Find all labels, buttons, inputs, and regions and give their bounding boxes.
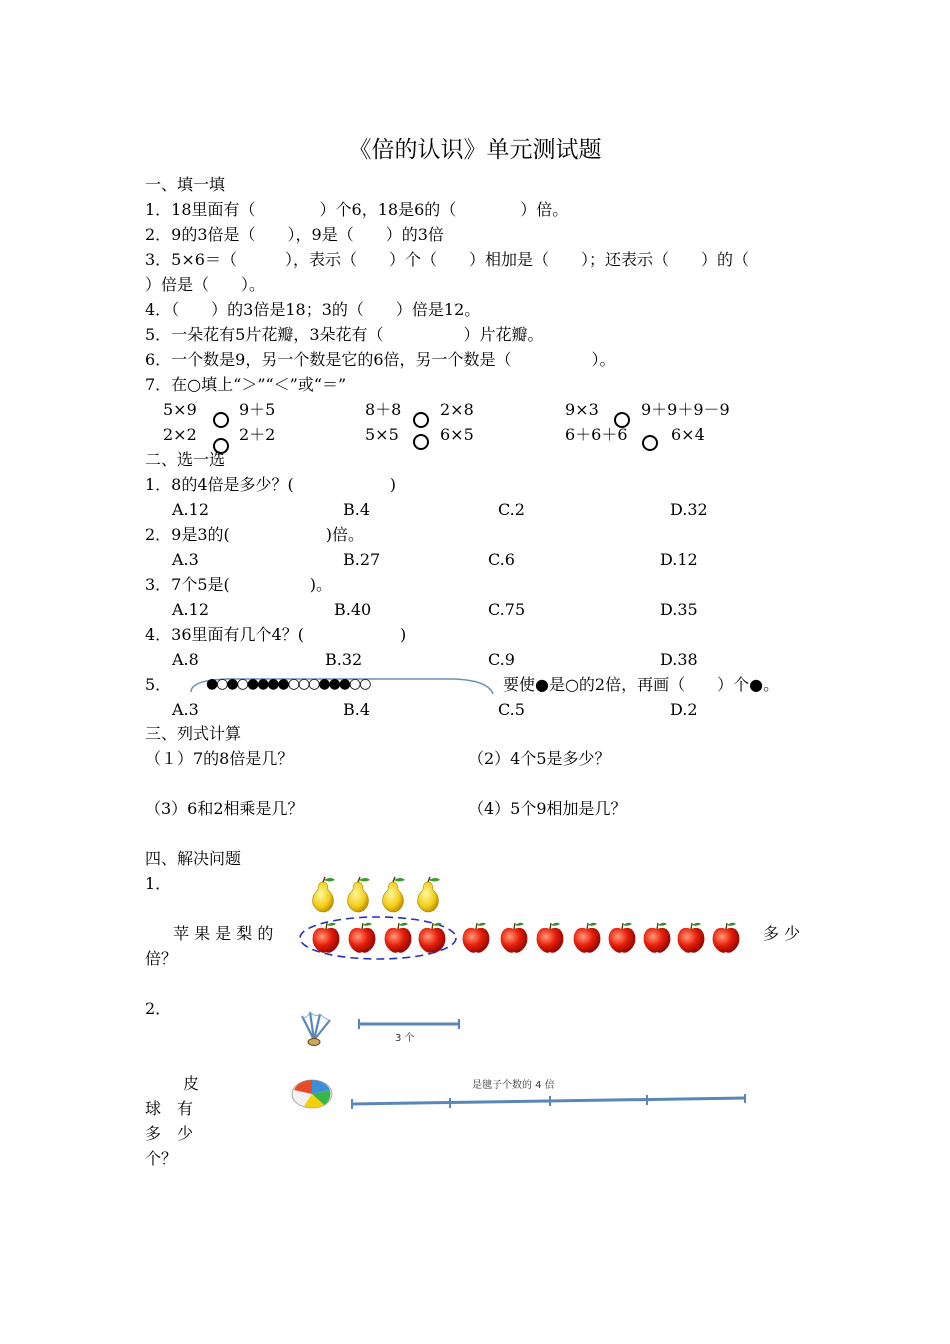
pear-icon [418, 877, 440, 912]
apple-icon [385, 923, 412, 953]
s3-item: （１）7的8倍是几？ [145, 749, 294, 768]
p2-label-2: 是毽子个数的 4 倍 [472, 1080, 555, 1091]
p2-text: 个？ [145, 1149, 178, 1168]
ball-icon [290, 1078, 334, 1110]
option[interactable]: D.38 [660, 650, 698, 669]
s1-q1: 1．18里面有（ ）个6，18是6的（ ）倍。 [145, 200, 569, 219]
cmp-left: 5×5 [365, 425, 399, 444]
s3-item: （2）4个5是多少？ [468, 749, 611, 768]
s2-q4: 4．36里面有几个4？( ) [145, 625, 407, 644]
s2-q5-text: 要使●是○的2倍，再画（ ）个●。 [503, 675, 780, 694]
apple-icon [574, 923, 601, 953]
apple-icon [644, 923, 671, 953]
option[interactable]: A.8 [172, 650, 199, 669]
option[interactable]: B.4 [343, 700, 371, 719]
cmp-right: 6×5 [440, 425, 474, 444]
option[interactable]: A.12 [172, 600, 209, 619]
apple-icon [609, 923, 636, 953]
option[interactable]: D.2 [670, 700, 698, 719]
s2-q5-number: 5． [145, 675, 172, 694]
s1-q6: 6．一个数是9，另一个数是它的6倍，另一个数是（ ）。 [145, 350, 616, 369]
option[interactable]: C.9 [488, 650, 515, 669]
pear-icon [383, 877, 405, 912]
option[interactable]: A.3 [172, 550, 199, 569]
apple-icon [313, 923, 340, 953]
pear-icon [313, 877, 335, 912]
section-1-heading: 一、填一填 [145, 175, 226, 194]
shuttlecock-bar [355, 1018, 465, 1030]
pear-icon [348, 877, 370, 912]
option[interactable]: B.27 [343, 550, 381, 569]
compare-circle[interactable] [413, 434, 429, 450]
s2-q1: 1．8的4倍是多少？( ) [145, 475, 397, 494]
section-3-heading: 三、列式计算 [145, 724, 242, 743]
cmp-left: 5×9 [163, 400, 197, 419]
cmp-right: 9＋9＋9－9 [641, 400, 730, 419]
option[interactable]: D.35 [660, 600, 698, 619]
section-4-heading: 四、解决问题 [145, 849, 242, 868]
s3-item: （4）5个9相加是几？ [468, 799, 627, 818]
cmp-right: 2×8 [440, 400, 474, 419]
option[interactable]: C.5 [498, 700, 525, 719]
cmp-left: 2×2 [163, 425, 197, 444]
s1-q5: 5．一朵花有5片花瓣，3朵花有（ ）片花瓣。 [145, 325, 544, 344]
option[interactable]: D.12 [660, 550, 698, 569]
p2-number: 2． [145, 999, 172, 1018]
p1-number: 1． [145, 874, 172, 893]
option[interactable]: D.32 [670, 500, 708, 519]
section-2-heading: 二、选一选 [145, 450, 226, 469]
s1-q3a: 3．5×6＝（ ），表示（ ）个（ ）相加是（ ）；还表示（ ）的（ [145, 250, 749, 269]
option[interactable]: A.3 [172, 700, 199, 719]
s1-q7: 7．在○填上“＞”“＜”或“＝” [145, 375, 347, 394]
compare-circle[interactable] [213, 412, 229, 428]
pears-row [305, 876, 450, 916]
page-title: 《倍的认识》单元测试题 [348, 137, 602, 163]
s1-q4: 4．（ ）的3倍是18；3的（ ）倍是12。 [145, 300, 481, 319]
p1-text-a: 苹 果 是 梨 的 [173, 924, 274, 943]
option[interactable]: B.40 [334, 600, 372, 619]
p2-label-1: 3 个 [395, 1033, 415, 1044]
s1-q2: 2．9的3倍是（ ），9是（ ）的3倍 [145, 225, 444, 244]
s3-item: （3）6和2相乘是几？ [145, 799, 304, 818]
s1-q3b: ）倍是（ ）。 [145, 275, 266, 294]
s2-q2: 2．9是3的( )倍。 [145, 525, 365, 544]
option[interactable]: C.6 [488, 550, 515, 569]
shuttlecock-icon [296, 1010, 336, 1048]
apples-row [300, 914, 750, 964]
apple-icon [713, 923, 740, 953]
p2-text: 多 少 [145, 1124, 194, 1143]
s2-q3: 3．7个5是( )。 [145, 575, 333, 594]
compare-circle[interactable] [413, 412, 429, 428]
apple-icon [678, 923, 705, 953]
compare-circle[interactable] [642, 435, 658, 451]
cmp-right: 9＋5 [239, 400, 276, 419]
cmp-left: 9×3 [565, 400, 599, 419]
apple-icon [419, 923, 446, 953]
p2-text: 皮 [183, 1074, 200, 1093]
apple-icon [537, 923, 564, 953]
apple-icon [463, 923, 490, 953]
option[interactable]: A.12 [172, 500, 209, 519]
cmp-right: 2＋2 [239, 425, 276, 444]
cmp-left: 6＋6＋6 [565, 425, 628, 444]
cmp-left: 8＋8 [365, 400, 402, 419]
ball-bar [348, 1094, 750, 1110]
p1-text-c: 倍？ [145, 949, 178, 968]
option[interactable]: B.32 [325, 650, 363, 669]
option[interactable]: C.2 [498, 500, 525, 519]
p2-text: 球 有 [145, 1099, 194, 1118]
apple-icon [501, 923, 528, 953]
apple-icon [349, 923, 376, 953]
option[interactable]: C.75 [488, 600, 526, 619]
p1-text-b: 多 少 [763, 924, 801, 943]
dots-row: ●○●○●●●●○○○●●●○○ [206, 676, 370, 692]
cmp-right: 6×4 [671, 425, 705, 444]
option[interactable]: B.4 [343, 500, 371, 519]
